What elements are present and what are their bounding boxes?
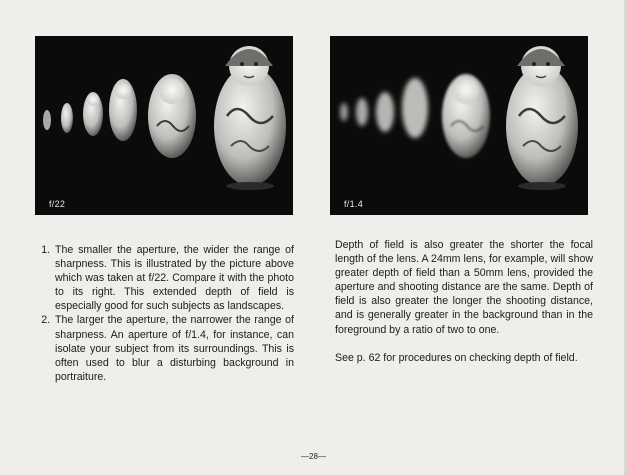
page-number: —28— [301, 452, 326, 461]
list-item: 2. The larger the aperture, the narrower the range of sharpness. An aperture of f/1.4, for instance, can isolate your subject from its surroundings. This is often used to blur a disturbing background in portraiture. [53, 313, 294, 383]
photo-caption-f22: f/22 [49, 199, 66, 209]
list-item: 1. The smaller the aperture, the wider the range of sharpness. This is illustrated by the picture above which was taken at f/22. Compare it with the photo to its right. This extended depth of field is especially good for such subjects as landscapes. [53, 243, 294, 313]
aperture-list [34, 243, 294, 384]
matryoshka-dolls-blurred-image [330, 36, 588, 215]
photo-caption-f1-4: f/1.4 [344, 199, 364, 209]
matryoshka-dolls-sharp-image [35, 36, 293, 215]
photo-f22-matryoshka [35, 36, 293, 215]
depth-of-field-paragraph: Depth of field is also greater the shorter the focal length of the lens. A 24mm lens, for example, will show greater depth of field than a 50mm lens, provided the aperture and shooting distance are the same. Depth of field is also greater the longer the shooting distance, and is generally greater in the background than in the foreground by a ratio of two to one. [335, 239, 593, 336]
right-text-column [335, 238, 593, 365]
see-page-reference: See p. 62 for procedures on checking depth of field. [335, 351, 578, 364]
photo-f1-4-matryoshka [330, 36, 588, 215]
left-text-column [34, 243, 294, 384]
